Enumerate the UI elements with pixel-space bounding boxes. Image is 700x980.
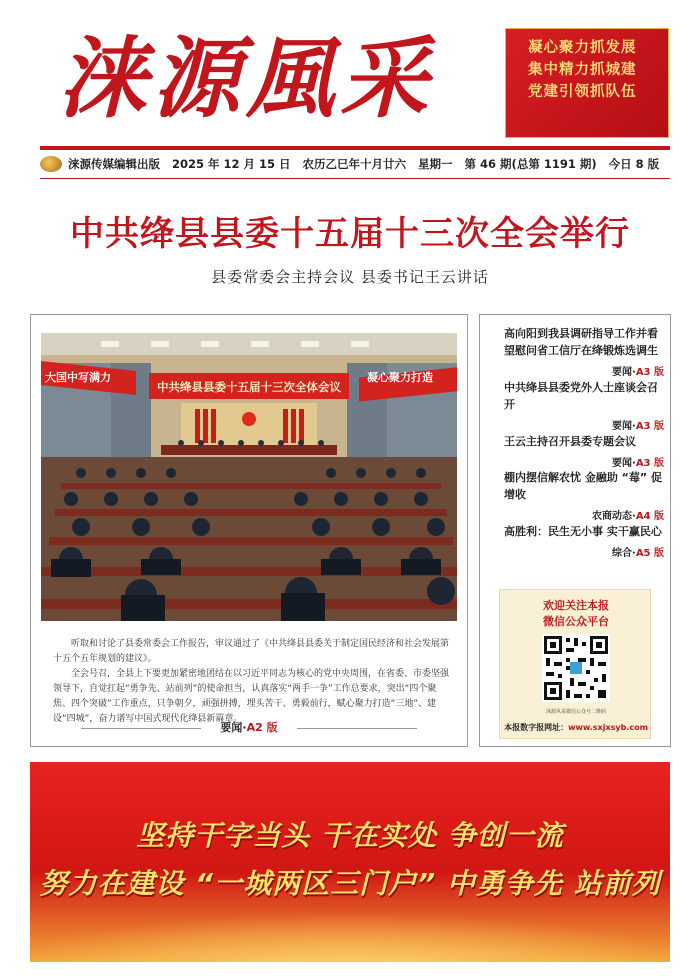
publisher-logo-icon [40, 156, 62, 172]
wechat-promo [499, 589, 651, 739]
meeting-photo[interactable] [41, 333, 457, 621]
index-item[interactable] [504, 325, 664, 378]
wechat-promo-title: 欢迎关注本报 微信公众平台 [543, 599, 609, 628]
masthead [40, 20, 500, 138]
issue-number: 第 46 期(总第 1191 期) [464, 157, 597, 171]
photo-side-banner-left: 大国中写满力 [45, 371, 111, 384]
issue-date: 2025 年 12 月 15 日 [172, 157, 291, 171]
caption-paragraph: 听取和讨论了县委常委会工作报告，审议通过了《中共绛县县委关于制定国民经济和社会发展第十五个五年规划的建议》。 [53, 639, 450, 664]
news-index [479, 314, 671, 747]
index-item[interactable] [504, 523, 664, 559]
page-count: 今日 8 版 [608, 157, 660, 171]
slogan-box [505, 28, 669, 138]
index-item[interactable] [504, 379, 664, 432]
index-item-title: 高向阳到我县调研指导工作并看望慰问省工信厅在绛锻炼选调生 [504, 327, 658, 357]
weekday: 星期一 [418, 157, 453, 171]
caption-paragraph: 全会号召，全县上下要更加紧密地团结在以习近平同志为核心的党中央周围，在省委、市委坚强领导下，自觉扛起“勇争先、站前列”的使命担当，认真落实“两手一争”工作总要求，突出“四个聚焦、四个突破”工作重点，只争朝夕，顽强拼搏，埋头苦干、勇毅前行，赋心聚力打造“三地”、建设“四城”，奋力谱写中国式现代化绛县新篇章。 [53, 669, 450, 724]
ref-page: A2 版 [246, 721, 278, 734]
photo-caption [53, 637, 453, 727]
publisher: 涞源传媒编辑出版 [68, 157, 160, 171]
index-item-title: 王云主持召开县委专题会议 [504, 435, 636, 448]
banner-slogan-line: 努力在建设 “一城两区三门户” 中勇争先 站前列 [39, 867, 661, 900]
qr-note: 涞源风采微信公众号二维码 [545, 709, 606, 715]
banner-glow [30, 912, 670, 962]
slogan-line: 党建引领抓队伍 [528, 84, 637, 100]
photo-side-banner-right: 凝心聚力打造 [367, 371, 433, 384]
issue-info-bar [40, 152, 670, 176]
infobar-rule [40, 178, 670, 179]
lead-subhead: 县委常委会主持会议 县委书记王云讲话 [211, 268, 489, 286]
index-item-ref: 要闻·A3 版 [612, 367, 664, 378]
slogan-banner [30, 762, 670, 962]
lunar-date: 农历乙巳年十月廿六 [302, 157, 407, 171]
index-item[interactable] [504, 469, 664, 522]
lead-story [30, 314, 468, 747]
index-item-title: 中共绛县县委党外人士座谈会召开 [504, 381, 658, 411]
index-item-ref: 要闻·A3 版 [612, 458, 664, 469]
digital-edition-url[interactable]: 本报数字报网址：www.sxjxsyb.com [504, 723, 648, 732]
qr-code-icon[interactable] [542, 634, 610, 702]
index-item-ref: 要闻·A3 版 [612, 421, 664, 432]
slogan-line: 凝心聚力抓发展 [528, 40, 637, 56]
index-item-ref: 综合·A5 版 [612, 548, 664, 559]
newspaper-title: 涞源風采 [58, 26, 435, 130]
index-item-title: 棚内摆信解农忧 金融助 “莓” 促增收 [504, 471, 662, 501]
lead-page-ref[interactable] [41, 719, 457, 739]
index-item-title: 高胜利：民生无小事 实干赢民心 [504, 525, 662, 538]
index-item[interactable] [504, 433, 664, 469]
banner-slogan-line: 坚持干字当头 干在实处 争创一流 [136, 819, 564, 852]
index-item-ref: 农商动态·A4 版 [592, 511, 664, 522]
masthead-rule [40, 146, 670, 150]
photo-stage-banner: 中共绛县县委十五届十三次全体会议 [157, 380, 341, 394]
lead-headline[interactable]: 中共绛县县委十五届十三次全会举行 [70, 214, 630, 254]
slogan-line: 集中精力抓城建 [528, 62, 637, 78]
ref-section: 要闻· [220, 721, 247, 734]
